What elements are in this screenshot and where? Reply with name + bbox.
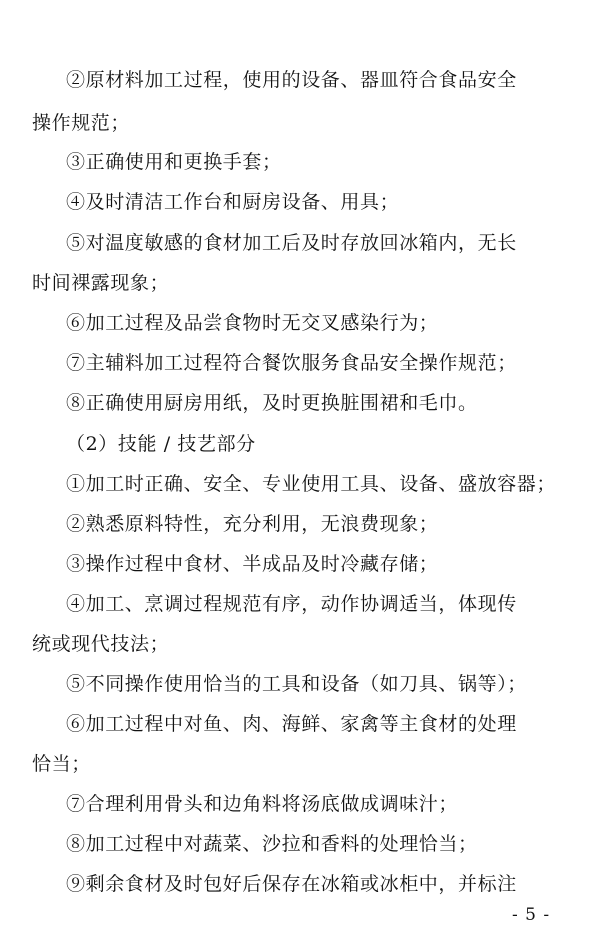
text-line: 时间裸露现象；: [32, 272, 170, 294]
text-line: ⑧正确使用厨房用纸，及时更换脏围裙和毛巾。: [66, 392, 478, 414]
text-line: ⑥加工过程中对鱼、肉、海鲜、家禽等主食材的处理: [66, 713, 517, 735]
text-line: ④加工、烹调过程规范有序，动作协调适当，体现传: [66, 593, 517, 615]
text-line: 操作规范；: [32, 112, 131, 134]
text-line: ⑦合理利用骨头和边角料将汤底做成调味汁；: [66, 793, 459, 815]
text-line: ③操作过程中食材、半成品及时冷藏存储；: [66, 553, 439, 575]
text-line: 统或现代技法；: [32, 633, 170, 655]
text-line: ②原材料加工过程，使用的设备、器皿符合食品安全: [66, 69, 517, 91]
text-line: ⑤不同操作使用恰当的工具和设备（如刀具、锅等）；: [66, 673, 527, 695]
text-line: ⑨剩余食材及时包好后保存在冰箱或冰柜中，并标注: [66, 873, 517, 895]
text-line: ②熟悉原料特性，充分利用，无浪费现象；: [66, 513, 439, 535]
text-line: ⑥加工过程及品尝食物时无交叉感染行为；: [66, 312, 439, 334]
text-line: ⑦主辅料加工过程符合餐饮服务食品安全操作规范；: [66, 352, 517, 374]
text-line: 恰当；: [32, 753, 91, 775]
text-line: ④及时清洁工作台和厨房设备、用具；: [66, 191, 400, 213]
section-heading: （2）技能 / 技艺部分: [66, 433, 256, 455]
text-line: ⑤对温度敏感的食材加工后及时存放回冰箱内，无长: [66, 232, 517, 254]
text-line: ③正确使用和更换手套；: [66, 151, 282, 173]
text-line: ①加工时正确、安全、专业使用工具、设备、盛放容器；: [66, 473, 557, 495]
text-line: ⑧加工过程中对蔬菜、沙拉和香料的处理恰当；: [66, 833, 478, 855]
page-number: - 5 -: [512, 905, 551, 925]
